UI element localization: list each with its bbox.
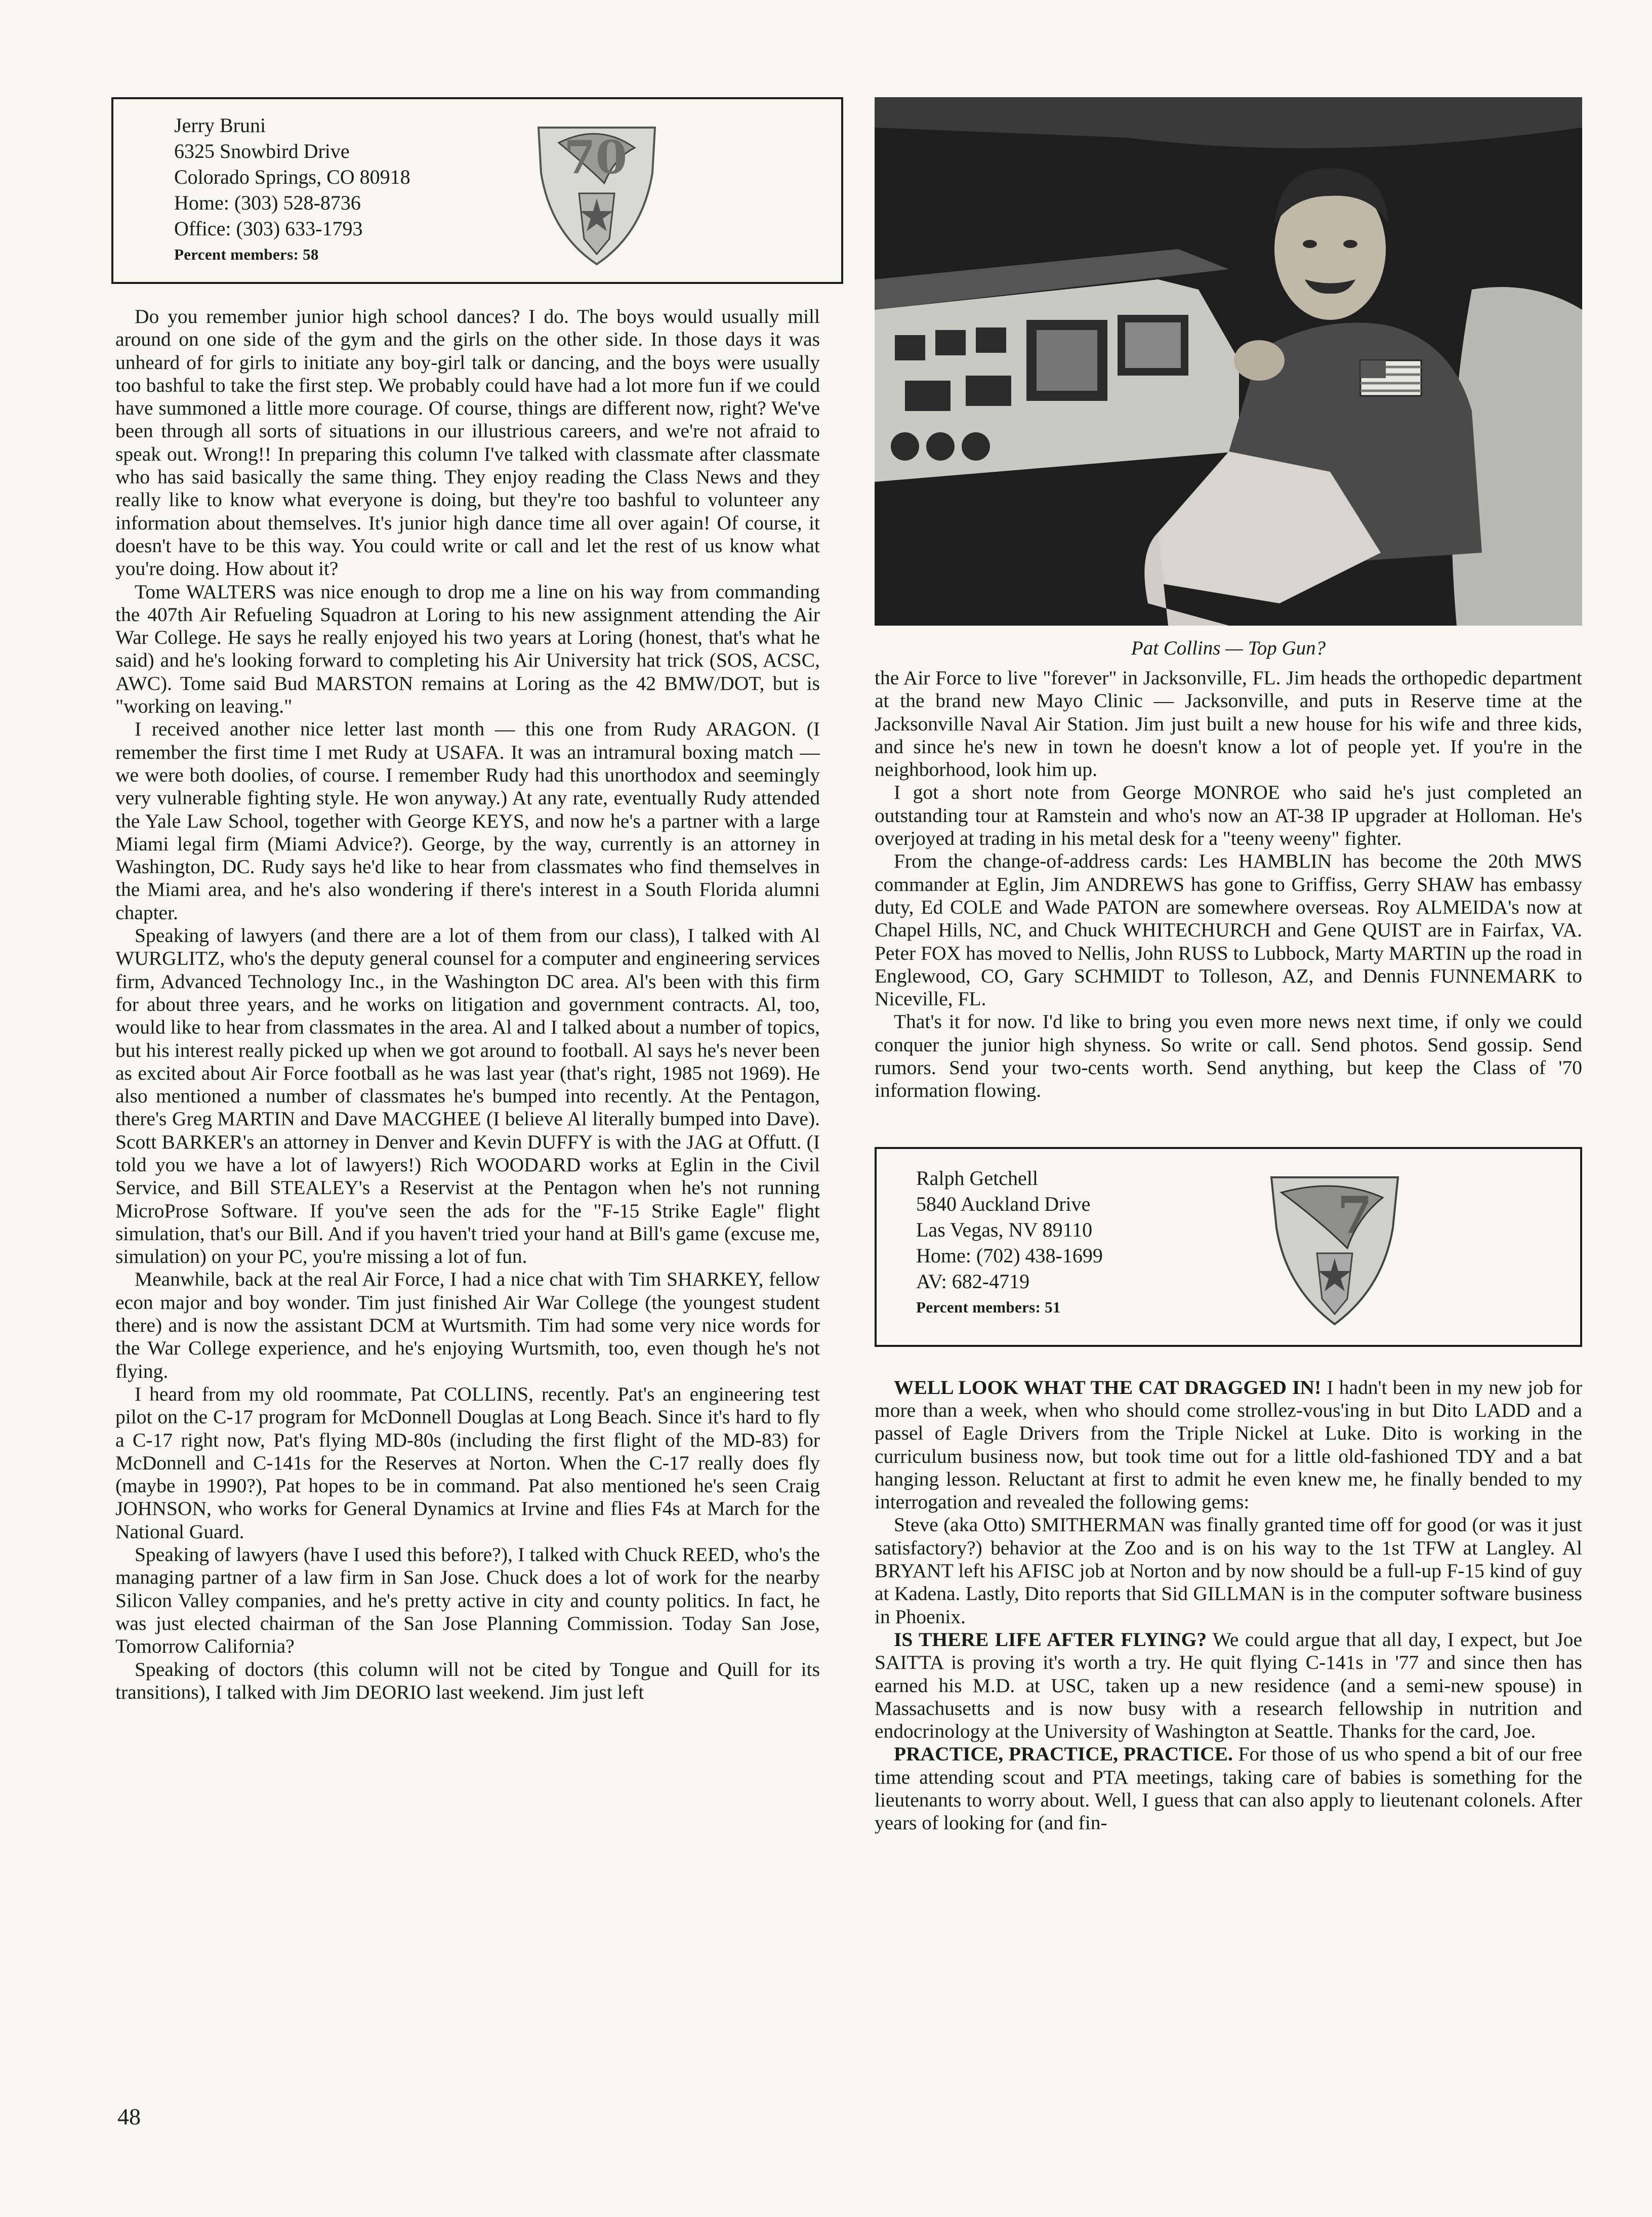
paragraph-body: For those of us who spend a bit of our free time attending scout and PTA meetings, taking care of babies is something for the lieutenants to worry about. Well, I guess that can also apply to lieutenant colonels. After years of looking for (and fin- xyxy=(875,1743,1582,1834)
correspondent-office-phone: Office: (303) 633-1793 xyxy=(174,217,363,240)
correspondent-box-bruni xyxy=(111,97,843,284)
correspondent-name: Ralph Getchell xyxy=(916,1166,1039,1189)
paragraph-lead: WELL LOOK WHAT THE CAT DRAGGED IN! xyxy=(894,1376,1321,1399)
correspondent-home-phone: Home: (702) 438-1699 xyxy=(916,1244,1103,1267)
correspondent-box-getchell xyxy=(875,1147,1582,1347)
paragraph-body: I hadn't been in my new job for more than a week, when who should come strollez-vous'ing in but Dito LADD and a passel of Eagle Drivers from the Triple Nickel at Luke. Dito is working in the curriculum business now, but took time out for a little old-fashioned TDY and a bat hanging lesson. Reluctant at first to admit he even knew me, he finally bended to my interrogation and revealed the following gems: xyxy=(875,1376,1582,1513)
correspondent-city: Colorado Springs, CO 80918 xyxy=(174,166,410,188)
paragraph: I got a short note from George MONROE who said he's just completed an outstanding tour at Ramstein and who's now an AT-38 IP upgrader at Holloman. He's overjoyed at trading in his metal desk for a "teeny weeny" fighter. xyxy=(875,781,1582,850)
class-crest-icon xyxy=(1261,1162,1408,1329)
svg-text:7: 7 xyxy=(1337,1185,1373,1245)
percent-members: Percent members: 51 xyxy=(916,1298,1061,1316)
percent-members: Percent members: 58 xyxy=(174,245,319,263)
correspondent-city: Las Vegas, NV 89110 xyxy=(916,1218,1093,1241)
pilot-photo xyxy=(875,97,1582,626)
correspondent-street: 5840 Auckland Drive xyxy=(916,1192,1091,1215)
right-article-text xyxy=(875,667,1582,1102)
right-column xyxy=(875,97,1582,1835)
correspondent-av-phone: AV: 682-4719 xyxy=(916,1269,1030,1293)
cockpit-photo-illustration xyxy=(875,97,1582,626)
correspondent-name: Jerry Bruni xyxy=(174,114,266,137)
paragraph xyxy=(875,1628,1582,1743)
paragraph xyxy=(875,1513,1582,1628)
paragraph xyxy=(875,1376,1582,1514)
paragraph: That's it for now. I'd like to bring you even more news next time, if only we could conquer the junior high shyness. So write or call. Send photos. Send gossip. Send rumors. Send your two-cents worth. Send anything, but keep the Class of '70 information flowing. xyxy=(875,1010,1582,1102)
paragraph: I received another nice letter last month — this one from Rudy ARAGON. (I remember the first time I met Rudy at USAFA. It was an intramural boxing match — we were both doolies, of course. I remember Rudy had this unorthodox and seemingly very vulnerable fighting style. He won anyway.) At any rate, eventually Rudy attended the Yale Law School, together with George KEYS, and now he's a partner with a large Miami legal firm (Miami Advice?). George, by the way, currently is an attorney in Washington, DC. Rudy says he'd like to hear from classmates who find themselves in the Miami area, and he's also wondering if there's interest in a South Florida alumni chapter. xyxy=(115,718,820,924)
page-number: 48 xyxy=(117,2104,141,2129)
paragraph: the Air Force to live "forever" in Jacksonville, FL. Jim heads the orthopedic department at the brand new Mayo Clinic — Jacksonville, and puts in Reserve time at the Jacksonville Naval Air Station. Jim just built a new house for his wife and three kids, and since he's new in town he doesn't know a lot of people yet. If you're in the neighborhood, look him up. xyxy=(875,667,1582,781)
photo-caption: Pat Collins — Top Gun? xyxy=(1131,637,1326,659)
paragraph: Do you remember junior high school dances? I do. The boys would usually mill around on one side of the gym and the girls on the other side. In those days it was unheard of for girls to initiate any boy-girl talk or dancing, and the boys were usually too bashful to take the first step. We probably could have had a lot more fun if we could have summoned a little more courage. Of course, things are different now, right? We've been through all sorts of situations in our illustrious careers, and we're not afraid to speak out. Wrong!! In preparing this column I've talked with classmate after classmate who has said basically the same thing. They enjoy reading the Class News and they really like to know what everyone is doing, but they're too bashful to volunteer any information about themselves. It's junior high dance time all over again! Of course, it doesn't have to be this way. You could write or call and let the rest of us know what you're doing. How about it? xyxy=(115,305,820,580)
paragraph: I heard from my old roommate, Pat COLLINS, recently. Pat's an engineering test pilot on the C-17 program for McDonnell Douglas at Long Beach. Since it's hard to fly a C-17 right now, Pat's flying MD-80s (including the first flight of the MD-83) for McDonnell and C-141s for the Reserves at Norton. When the C-17 really does fly (maybe in 1990?), Pat hopes to be in command. Pat also mentioned he's seen Craig JOHNSON, who works for General Dynamics at Irvine and flies F4s at March for the National Guard. xyxy=(115,1382,820,1543)
correspondent-home-phone: Home: (303) 528-8736 xyxy=(174,191,361,214)
paragraph: From the change-of-address cards: Les HAMBLIN has become the 20th MWS commander at Eglin, Jim ANDREWS has gone to Griffiss, Gerry SHAW has embassy duty, Ed COLE and Wade PATON are somewhere overseas. Roy ALMEIDA's now at Chapel Hills, NC, and Chuck WHITECHURCH and Gene QUIST are in Fairfax, VA. Peter FOX has moved to Nellis, John RUSS to Lubbock, Marty MARTIN up the road in Englewood, CO, Gary SCHMIDT to Tolleson, AZ, and Dennis FUNNEMARK to Niceville, FL. xyxy=(875,850,1582,1010)
paragraph-body: We could argue that all day, I expect, but Joe SAITTA is proving it's worth a try. He quit flying C-141s in '77 and since then has earned his M.D. at USC, taken up a new residence (and a semi-new spouse) in Massachusetts and is now busy with a research fellowship in nutrition and endocrinology at the University of Washington at Seattle. Thanks for the card, Joe. xyxy=(875,1628,1582,1743)
paragraph: Speaking of doctors (this column will not be cited by Tongue and Quill for its transitions), I talked with Jim DEORIO last weekend. Jim just left xyxy=(115,1658,820,1703)
paragraph-lead: IS THERE LIFE AFTER FLYING? xyxy=(894,1628,1207,1651)
paragraph-lead: PRACTICE, PRACTICE, PRACTICE. xyxy=(894,1743,1233,1766)
paragraph xyxy=(875,1743,1582,1834)
left-article-text xyxy=(115,305,820,1704)
left-column xyxy=(115,97,820,1704)
correspondent-street: 6325 Snowbird Drive xyxy=(174,140,350,162)
class-crest-icon xyxy=(528,112,665,269)
svg-text:70: 70 xyxy=(564,131,628,184)
paragraph: Tome WALTERS was nice enough to drop me a line on his way from commanding the 407th Air Refueling Squadron at Loring to his new assignment attending the Air War College. He says he really enjoyed his two years at Loring (honest, that's what he said) and he's looking forward to completing his Air University hat trick (SOS, ACSC, AWC). Tome said Bud MARSTON remains at Loring as the 42 BMW/DOT, but is "working on leaving." xyxy=(115,580,820,718)
paragraph-body: Steve (aka Otto) SMITHERMAN was finally granted time off for good (or was it just satisfactory?) behavior at the Zoo and is on his way to the 1st TFW at Langley. Al BRYANT left his AFISC job at Norton and by now should be a full-up F-15 kind of guy at Kadena. Lastly, Dito reports that Sid GILLMAN is in the computer software business in Phoenix. xyxy=(875,1513,1582,1628)
paragraph: Speaking of lawyers (have I used this before?), I talked with Chuck REED, who's the managing partner of a law firm in San Jose. Chuck does a lot of work for the nearby Silicon Valley companies, and he's pretty active in city and county politics. In fact, he was just elected chairman of the San Jose Planning Commission. Today San Jose, Tomorrow California? xyxy=(115,1543,820,1658)
paragraph: Meanwhile, back at the real Air Force, I had a nice chat with Tim SHARKEY, fellow econ major and boy wonder. Tim just finished Air War College (the youngest student there) and is now the assistant DCM at Wurtsmith. Tim had some very nice words for the War College experience, and he's enjoying Wurtsmith, too, even though he's not flying. xyxy=(115,1268,820,1382)
paragraph: Speaking of lawyers (and there are a lot of them from our class), I talked with Al WURGLITZ, who's the deputy general counsel for a computer and engineering services firm, Advanced Technology Inc., in the Washington DC area. Al's been with this firm for about three years, and he works on litigation and government contracts. Al, too, would like to hear from classmates in the area. Al and I talked about a number of topics, but his interest really picked up when we got around to football. Al says he's never been as excited about Air Force football as he was last year (that's right, 1985 not 1969). He also mentioned a number of classmates he's bumped into recently. At the Pentagon, there's Greg MARTIN and Dave MACGHEE (I believe Al literally bumped into Dave). Scott BARKER's an attorney in Denver and Kevin DUFFY is with the JAG at Offutt. (I told you we have a lot of lawyers!) Rich WOODARD works at Eglin in the Civil Service, and Bill STEALEY's a Reservist at the Pentagon when he's not running MicroProse Software. If you've seen the ads for the "F-15 Strike Eagle" flight simulation, that's our Bill. And if you haven't tried your hand at Bill's game (excuse me, simulation) on your PC, you're missing a lot of fun. xyxy=(115,924,820,1268)
getchell-article-text xyxy=(875,1376,1582,1835)
